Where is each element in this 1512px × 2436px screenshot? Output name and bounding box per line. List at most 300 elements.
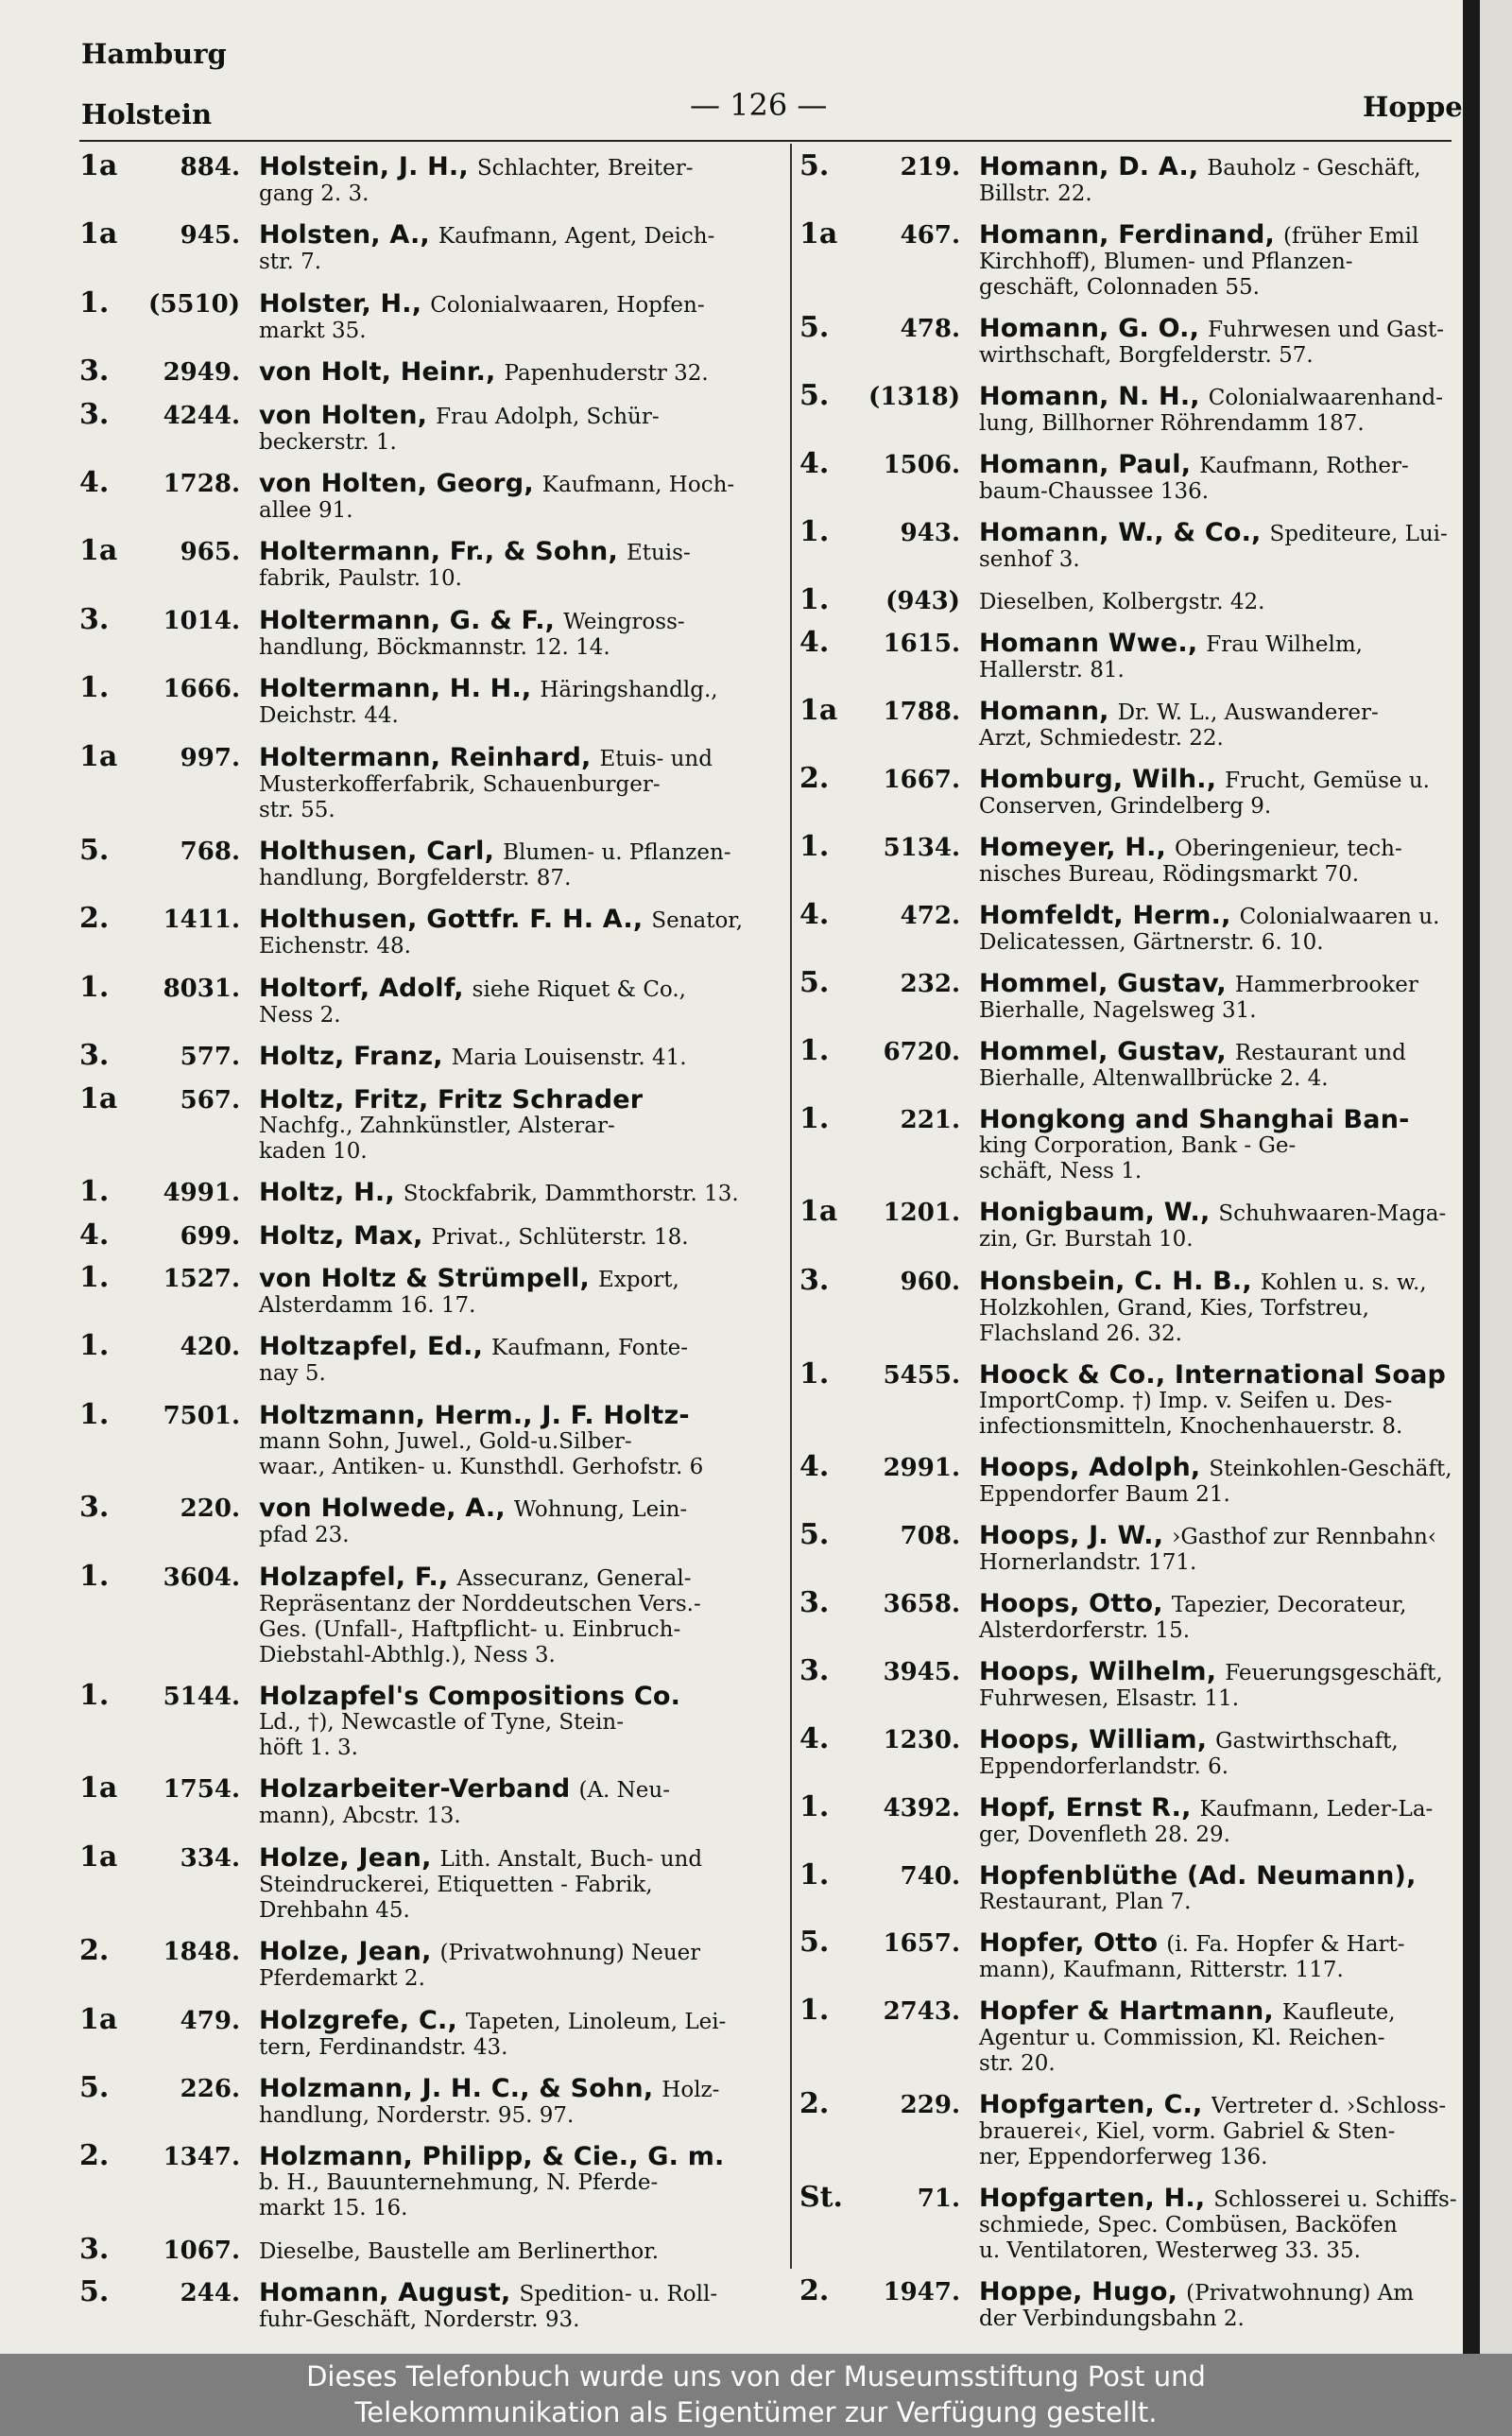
entry-phone-number: 768. xyxy=(180,838,240,867)
entry-description: Frau Wilhelm, xyxy=(1206,632,1363,658)
entry-phone-number: 5144. xyxy=(163,1682,240,1711)
entry-description: Bauholz - Geschäft, xyxy=(1207,156,1421,181)
entry-continuation: Arzt, Schmiedestr. 22. xyxy=(979,726,1224,752)
entry-first-line xyxy=(799,1925,1463,1959)
entry-description: Holz- xyxy=(662,2077,720,2102)
entry-first-line xyxy=(79,1260,775,1294)
entry-phone-number: 960. xyxy=(900,1267,960,1296)
entry-district: 1. xyxy=(79,1397,110,1431)
entry-first-line xyxy=(79,1934,775,1968)
entry-district: 1a xyxy=(79,2002,118,2036)
entry-district: 1. xyxy=(79,1175,110,1209)
entry-continuation: Ness 2. xyxy=(259,1002,341,1028)
entry-first-line xyxy=(799,1857,1463,1892)
entry-first-line xyxy=(79,1559,775,1593)
left-column xyxy=(79,149,775,2348)
entry-description: Kaufmann, Leder-La- xyxy=(1199,1796,1434,1822)
directory-entry xyxy=(79,1840,775,1924)
entry-name: Holzapfel, F., xyxy=(259,1562,449,1592)
entry-description: Frau Adolph, Schür- xyxy=(436,404,660,429)
entry-description: Frucht, Gemüse u. xyxy=(1225,769,1430,794)
directory-entry xyxy=(79,1678,775,1761)
entry-continuation: king Corporation, Bank - Ge- schäft, Ness 1. xyxy=(979,1133,1297,1184)
entry-district: 2. xyxy=(79,902,110,936)
entry-description: Colonialwaaren, Hopfen- xyxy=(430,292,705,318)
entry-phone-number: 1067. xyxy=(163,2236,240,2265)
entry-name: Hoops, Wilhelm, xyxy=(979,1656,1217,1686)
entry-name: Homburg, Wilh., xyxy=(979,765,1217,795)
entry-first-line xyxy=(799,1449,1463,1483)
entry-district: 1. xyxy=(799,1789,830,1823)
directory-entry xyxy=(79,602,775,661)
directory-entry xyxy=(799,626,1463,683)
entry-first-line xyxy=(799,447,1463,481)
entry-district: 3. xyxy=(79,1491,110,1525)
directory-entry xyxy=(79,1218,775,1252)
directory-entry xyxy=(79,1175,775,1209)
entry-phone-number: 1506. xyxy=(883,451,960,480)
entry-first-line xyxy=(79,397,775,431)
entry-continuation: wirthschaft, Borgfelderstr. 57. xyxy=(979,343,1314,369)
entry-phone-number: 577. xyxy=(180,1043,240,1072)
entry-first-line xyxy=(79,902,775,936)
entry-first-line xyxy=(799,762,1463,796)
entry-phone-number: 1728. xyxy=(163,470,240,499)
entry-district: 3. xyxy=(79,1039,110,1073)
entry-first-line xyxy=(79,2232,775,2266)
entry-continuation: Musterkofferfabrik, Schauenburger- str. 55. xyxy=(259,771,661,822)
directory-entry xyxy=(79,970,775,1028)
entry-name: Holthusen, Carl, xyxy=(259,837,495,867)
entry-name: Hoops, William, xyxy=(979,1724,1208,1754)
entry-district: 2. xyxy=(799,2273,830,2307)
directory-entry xyxy=(79,671,775,729)
entry-continuation: Steindruckerei, Etiquetten - Fabrik, Drehbahn 45. xyxy=(259,1872,653,1923)
entry-first-line xyxy=(79,1218,775,1252)
entry-continuation: handlung, Norderstr. 95. 97. xyxy=(259,2102,575,2128)
entry-description: Restaurant und xyxy=(1234,1041,1406,1066)
entry-phone-number: 1848. xyxy=(163,1938,240,1967)
directory-entry xyxy=(799,379,1463,437)
entry-first-line xyxy=(799,898,1463,932)
entry-continuation: der Verbindungsbahn 2. xyxy=(979,2306,1245,2331)
entry-district: 4. xyxy=(799,1721,830,1755)
entry-district: 5. xyxy=(799,1517,830,1551)
entry-description: Export, xyxy=(597,1267,679,1292)
directory-entry xyxy=(79,1559,775,1668)
last-entry-heading: Hoppe xyxy=(1363,91,1463,123)
directory-entry xyxy=(799,311,1463,369)
entry-first-line xyxy=(79,217,775,251)
entry-phone-number: 2743. xyxy=(883,1996,960,2026)
entry-description: Kaufmann, Rother- xyxy=(1199,454,1409,479)
entry-district: 3. xyxy=(799,1263,830,1297)
entry-name: Homann, W., & Co., xyxy=(979,518,1262,548)
entry-district: 4. xyxy=(799,898,830,932)
directory-entry xyxy=(79,285,775,344)
entry-name: Hommel, Gustav, xyxy=(979,1037,1227,1067)
entry-description: Tapeten, Linoleum, Lei- xyxy=(465,2009,727,2034)
directory-entry xyxy=(799,694,1463,752)
entry-district: 4. xyxy=(79,1218,110,1252)
entry-name: Holtzmann, Herm., J. F. Holtz- xyxy=(259,1400,690,1430)
entry-description: Gastwirthschaft, xyxy=(1215,1728,1399,1754)
entry-continuation: Kirchhoff), Blumen- und Pflanzen- geschäft, Colonnaden 55. xyxy=(979,250,1353,301)
directory-entry xyxy=(799,1585,1463,1644)
entry-description: Schlosserei u. Schiffs- xyxy=(1213,2186,1457,2212)
entry-district: 1. xyxy=(799,1857,830,1892)
directory-entry xyxy=(79,2139,775,2221)
entry-first-line xyxy=(799,311,1463,345)
entry-name: Holsten, A., xyxy=(259,220,430,251)
entry-description: Etuis- xyxy=(626,541,691,566)
entry-phone-number: 5455. xyxy=(883,1360,960,1390)
entry-name: Holzmann, J. H. C., & Sohn, xyxy=(259,2073,654,2103)
entry-first-line xyxy=(79,466,775,500)
footer-notice xyxy=(0,2354,1512,2436)
directory-entry xyxy=(79,1081,775,1165)
entry-phone-number: 1667. xyxy=(883,766,960,795)
entry-name: Honigbaum, W., xyxy=(979,1198,1211,1228)
entry-name: Holtz, Franz, xyxy=(259,1042,443,1072)
entry-phone-number: 1201. xyxy=(883,1199,960,1228)
entry-district: 4. xyxy=(799,626,830,660)
entry-district: 1a xyxy=(79,534,118,568)
entry-description: Spedition- u. Roll- xyxy=(519,2282,718,2307)
entry-phone-number: 997. xyxy=(180,743,240,772)
entry-phone-number: 2991. xyxy=(883,1453,960,1482)
entry-description: Wohnung, Lein- xyxy=(513,1497,688,1523)
entry-phone-number: 479. xyxy=(180,2006,240,2035)
entry-continuation: mann Sohn, Juwel., Gold-u.Silber- waar., Antiken- u. Kunsthdl. Gerhofstr. 6 xyxy=(259,1428,704,1479)
entry-description: Feuerungsgeschäft, xyxy=(1225,1660,1443,1685)
entry-first-line xyxy=(79,285,775,320)
entry-phone-number: 7501. xyxy=(163,1401,240,1430)
entry-name: Homann, August, xyxy=(259,2278,511,2308)
entry-phone-number: 3604. xyxy=(163,1563,240,1592)
entry-continuation: Alsterdamm 16. 17. xyxy=(259,1292,476,1318)
entry-description: Schuhwaaren-Maga- xyxy=(1218,1201,1447,1227)
entry-phone-number: 5134. xyxy=(883,834,960,863)
entry-continuation: gang 2. 3. xyxy=(259,181,369,206)
entry-phone-number: 3945. xyxy=(883,1657,960,1686)
entry-district: 3. xyxy=(79,354,110,389)
entry-first-line xyxy=(799,515,1463,549)
entry-district: 5. xyxy=(799,1925,830,1959)
entry-phone-number: 71. xyxy=(917,2184,960,2213)
entry-description: Steinkohlen-Geschäft, xyxy=(1209,1456,1452,1481)
entry-name: Homeyer, H., xyxy=(979,833,1167,863)
entry-district: 1. xyxy=(79,1559,110,1593)
directory-entry xyxy=(79,217,775,275)
entry-continuation: nay 5. xyxy=(259,1361,326,1387)
directory-entry xyxy=(799,2180,1463,2264)
entry-district: 5. xyxy=(799,379,830,413)
entry-continuation: zin, Gr. Burstah 10. xyxy=(979,1227,1194,1253)
entry-description: Weingross- xyxy=(563,609,685,634)
entry-district: 1. xyxy=(799,515,830,549)
entry-name: von Holtz & Strümpell, xyxy=(259,1263,590,1293)
entry-phone-number: 945. xyxy=(180,221,240,251)
entry-continuation: pfad 23. xyxy=(259,1523,350,1548)
entry-continuation: b. H., Bauunternehmung, N. Pferde- markt 15. 16. xyxy=(259,2170,659,2221)
entry-district: 1a xyxy=(79,1081,118,1115)
directory-entry xyxy=(799,1925,1463,1983)
directory-entry xyxy=(79,739,775,823)
entry-name: Hoops, Otto, xyxy=(979,1588,1163,1618)
entry-name: Holze, Jean, xyxy=(259,1937,432,1967)
footer-line-1: Dieses Telefonbuch wurde uns von der Museumsstiftung Post und xyxy=(306,2360,1206,2393)
entry-district: 1a xyxy=(799,217,838,251)
entry-district: 3. xyxy=(799,1585,830,1619)
entry-district: St. xyxy=(799,2180,843,2214)
entry-first-line xyxy=(79,834,775,868)
entry-continuation: Billstr. 22. xyxy=(979,181,1092,206)
entry-description: Kohlen u. s. w., xyxy=(1260,1270,1427,1295)
directory-entry xyxy=(79,1491,775,1548)
entry-description: Häringshandlg., xyxy=(540,678,718,703)
entry-name: Holzapfel's Compositions Co. xyxy=(259,1681,681,1711)
entry-name: von Holt, Heinr., xyxy=(259,357,496,388)
entry-continuation: handlung, Böckmannstr. 12. 14. xyxy=(259,634,610,660)
entry-description: Dieselben, Kolbergstr. 42. xyxy=(979,590,1265,615)
entry-district: 4. xyxy=(799,447,830,481)
entry-description: (früher Emil xyxy=(1283,224,1419,250)
entry-first-line xyxy=(79,1840,775,1874)
entry-description: Fuhrwesen und Gast- xyxy=(1208,318,1445,343)
directory-entry xyxy=(799,149,1463,207)
entry-continuation: Hallerstr. 81. xyxy=(979,658,1125,683)
entry-continuation: Hornerlandstr. 171. xyxy=(979,1549,1197,1575)
entry-continuation: Fuhrwesen, Elsastr. 11. xyxy=(979,1685,1240,1711)
entry-first-line xyxy=(799,1195,1463,1229)
entry-continuation: Restaurant, Plan 7. xyxy=(979,1889,1192,1914)
entry-phone-number: 219. xyxy=(900,153,960,181)
adjacent-page-edge xyxy=(1463,0,1512,2354)
entry-first-line xyxy=(79,1081,775,1115)
entry-phone-number: 220. xyxy=(180,1494,240,1524)
entry-phone-number: 2949. xyxy=(163,358,240,388)
entry-first-line xyxy=(799,694,1463,728)
entry-description: (A. Neu- xyxy=(578,1778,670,1804)
city-heading: Hamburg xyxy=(81,38,227,70)
entry-continuation: mann), Kaufmann, Ritterstr. 117. xyxy=(979,1957,1344,1982)
entry-name: Holstein, J. H., xyxy=(259,152,469,181)
entry-phone-number: 884. xyxy=(180,153,240,181)
entry-district: 1a xyxy=(79,739,118,773)
entry-name: von Holten, xyxy=(259,400,428,430)
entry-first-line xyxy=(799,1585,1463,1619)
directory-entry xyxy=(799,1034,1463,1092)
entry-phone-number: 943. xyxy=(900,519,960,548)
entry-first-line xyxy=(799,1034,1463,1068)
entry-name: Holtz, H., xyxy=(259,1178,395,1208)
entry-description: Hammerbrooker xyxy=(1234,973,1418,998)
entry-phone-number: 6720. xyxy=(883,1038,960,1067)
entry-description: Stockfabrik, Dammthorstr. 13. xyxy=(403,1182,739,1207)
directory-entry xyxy=(799,515,1463,573)
entry-phone-number: 244. xyxy=(180,2279,240,2308)
entry-phone-number: 1347. xyxy=(163,2143,240,2172)
directory-entry xyxy=(79,149,775,207)
directory-entry xyxy=(79,1934,775,1992)
entry-name: Hopfenblüthe (Ad. Neumann), xyxy=(979,1860,1417,1891)
entry-district: 1. xyxy=(799,583,830,617)
page-binding-shadow xyxy=(1463,0,1480,2354)
directory-entry xyxy=(79,2002,775,2061)
entry-phone-number: 1411. xyxy=(163,906,240,935)
header-rule xyxy=(79,140,1452,142)
entry-phone-number: 226. xyxy=(180,2074,240,2103)
entry-continuation: Alsterdorferstr. 15. xyxy=(979,1617,1191,1643)
entry-continuation: ImportComp. †) Imp. v. Seifen u. Des- infectionsmitteln, Knochenhauerstr. 8. xyxy=(979,1388,1403,1439)
entry-name: Holtz, Max, xyxy=(259,1220,423,1251)
entry-phone-number: 4991. xyxy=(163,1179,240,1208)
entry-district: 2. xyxy=(799,762,830,796)
entry-first-line xyxy=(79,2275,775,2309)
entry-district: 1. xyxy=(79,970,110,1004)
entry-phone-number: 1657. xyxy=(883,1928,960,1958)
entry-district: 1. xyxy=(79,671,110,705)
directory-entry xyxy=(799,898,1463,956)
entry-continuation: nisches Bureau, Rödingsmarkt 70. xyxy=(979,862,1360,888)
entry-phone-number: 1947. xyxy=(883,2277,960,2306)
entry-first-line xyxy=(79,1491,775,1525)
page-number: — 126 — xyxy=(690,87,828,123)
entry-first-line xyxy=(79,602,775,636)
entry-description: Lith. Anstalt, Buch- und xyxy=(439,1846,703,1872)
entry-continuation: baum-Chaussee 136. xyxy=(979,479,1210,505)
entry-district: 5. xyxy=(79,2275,110,2309)
entry-continuation: brauerei‹, Kiel, vorm. Gabriel & Sten- ner, Eppendorferweg 136. xyxy=(979,2118,1396,2169)
entry-name: Holtermann, H. H., xyxy=(259,674,532,704)
entry-description: Dieselbe, Baustelle am Berlinerthor. xyxy=(259,2238,660,2264)
directory-entry xyxy=(79,2232,775,2266)
directory-entry xyxy=(79,534,775,592)
entry-district: 5. xyxy=(799,966,830,1000)
directory-entry xyxy=(799,1356,1463,1440)
entry-name: Hoppe, Hugo, xyxy=(979,2276,1178,2306)
entry-district: 1a xyxy=(79,149,118,182)
entry-name: Holze, Jean, xyxy=(259,1842,432,1873)
entry-phone-number: (1318) xyxy=(868,383,960,412)
entry-description: Assecuranz, General- xyxy=(456,1565,692,1591)
entry-continuation: fuhr-Geschäft, Norderstr. 93. xyxy=(259,2307,580,2333)
entry-district: 1a xyxy=(79,1771,118,1805)
directory-entry xyxy=(79,902,775,959)
entry-name: Homann, Ferdinand, xyxy=(979,220,1276,251)
directory-entry xyxy=(79,354,775,389)
entry-continuation: Delicatessen, Gärtnerstr. 6. 10. xyxy=(979,930,1324,956)
entry-first-line xyxy=(799,2180,1463,2214)
entry-district: 1. xyxy=(799,1034,830,1068)
entry-description: Papenhuderstr 32. xyxy=(504,361,709,387)
entry-district: 1. xyxy=(79,1678,110,1712)
entry-phone-number: 8031. xyxy=(163,974,240,1003)
entry-district: 1a xyxy=(79,1840,118,1874)
entry-continuation: markt 35. xyxy=(259,318,367,343)
entry-phone-number: 1788. xyxy=(883,698,960,727)
entry-name: Hopfgarten, C., xyxy=(979,2089,1203,2119)
entry-phone-number: 740. xyxy=(900,1861,960,1891)
directory-entry xyxy=(799,1449,1463,1508)
directory-entry xyxy=(799,762,1463,820)
entry-phone-number: 1615. xyxy=(883,630,960,659)
entry-phone-number: 221. xyxy=(900,1106,960,1135)
entry-district: 4. xyxy=(799,1449,830,1483)
entry-name: Honsbein, C. H. B., xyxy=(979,1266,1252,1296)
entry-description: Kaufmann, Hoch- xyxy=(541,473,735,498)
entry-name: Holtz, Fritz, Fritz Schrader xyxy=(259,1084,644,1114)
entry-name: Hopf, Ernst R., xyxy=(979,1792,1192,1823)
entry-continuation: Pferdemarkt 2. xyxy=(259,1966,425,1992)
entry-name: Hopfgarten, H., xyxy=(979,2183,1206,2213)
directory-entry xyxy=(799,1195,1463,1253)
entry-continuation: Bierhalle, Altenwallbrücke 2. 4. xyxy=(979,1066,1329,1092)
entry-continuation: Nachfg., Zahnkünstler, Alsterar- kaden 10. xyxy=(259,1113,615,1164)
entry-first-line xyxy=(799,1356,1463,1391)
entry-description: (i. Fa. Hopfer & Hart- xyxy=(1166,1931,1405,1957)
entry-first-line xyxy=(79,2002,775,2036)
entry-continuation: Eppendorferlandstr. 6. xyxy=(979,1754,1229,1779)
entry-description: ›Gasthof zur Rennbahn‹ xyxy=(1172,1524,1437,1549)
entry-first-line xyxy=(79,739,775,773)
directory-entry xyxy=(799,1517,1463,1576)
entry-first-line xyxy=(799,1789,1463,1823)
entry-name: Holtermann, G. & F., xyxy=(259,605,556,635)
entry-phone-number: 4392. xyxy=(883,1793,960,1823)
entry-phone-number: 1527. xyxy=(163,1264,240,1293)
entry-continuation: Eppendorfer Baum 21. xyxy=(979,1481,1230,1507)
directory-entry xyxy=(79,1329,775,1387)
entry-name: Homann, Paul, xyxy=(979,450,1192,480)
directory-entry xyxy=(799,2086,1463,2170)
entry-first-line xyxy=(799,583,1463,617)
entry-first-line xyxy=(799,2273,1463,2307)
directory-entry xyxy=(79,1397,775,1480)
entry-phone-number: 708. xyxy=(900,1521,960,1550)
column-divider xyxy=(790,144,792,2269)
first-entry-heading: Holstein xyxy=(81,98,213,130)
footer-line-2: Telekommunikation als Eigentümer zur Verfügung gestellt. xyxy=(354,2396,1158,2428)
directory-entry xyxy=(79,834,775,891)
entry-phone-number: 1014. xyxy=(163,606,240,635)
entry-continuation: Deichstr. 44. xyxy=(259,703,399,729)
entry-name: Holtermann, Fr., & Sohn, xyxy=(259,537,618,567)
directory-entry xyxy=(799,2273,1463,2332)
entry-phone-number: 1666. xyxy=(163,675,240,704)
entry-district: 5. xyxy=(79,2070,110,2104)
entry-district: 2. xyxy=(79,1934,110,1968)
entry-first-line xyxy=(79,354,775,389)
directory-entry xyxy=(799,830,1463,888)
directory-entry xyxy=(79,397,775,456)
entry-district: 3. xyxy=(799,1653,830,1687)
entry-first-line xyxy=(799,1993,1463,2027)
entry-continuation: Holzkohlen, Grand, Kies, Torfstreu, Flachsland 26. 32. xyxy=(979,1295,1369,1346)
entry-first-line xyxy=(799,1263,1463,1297)
entry-description: Etuis- und xyxy=(599,746,713,771)
directory-entry xyxy=(79,466,775,524)
entry-name: Holzarbeiter-Verband xyxy=(259,1774,571,1805)
entry-description: (Privatwohnung) Am xyxy=(1186,2280,1415,2306)
directory-entry xyxy=(79,1771,775,1829)
directory-entry xyxy=(799,1857,1463,1915)
entry-name: Holthusen, Gottfr. F. H. A., xyxy=(259,905,644,935)
entry-name: Homann, D. A., xyxy=(979,152,1199,181)
entry-description: Maria Louisenstr. 41. xyxy=(451,1045,687,1071)
entry-continuation: Eichenstr. 48. xyxy=(259,934,411,959)
